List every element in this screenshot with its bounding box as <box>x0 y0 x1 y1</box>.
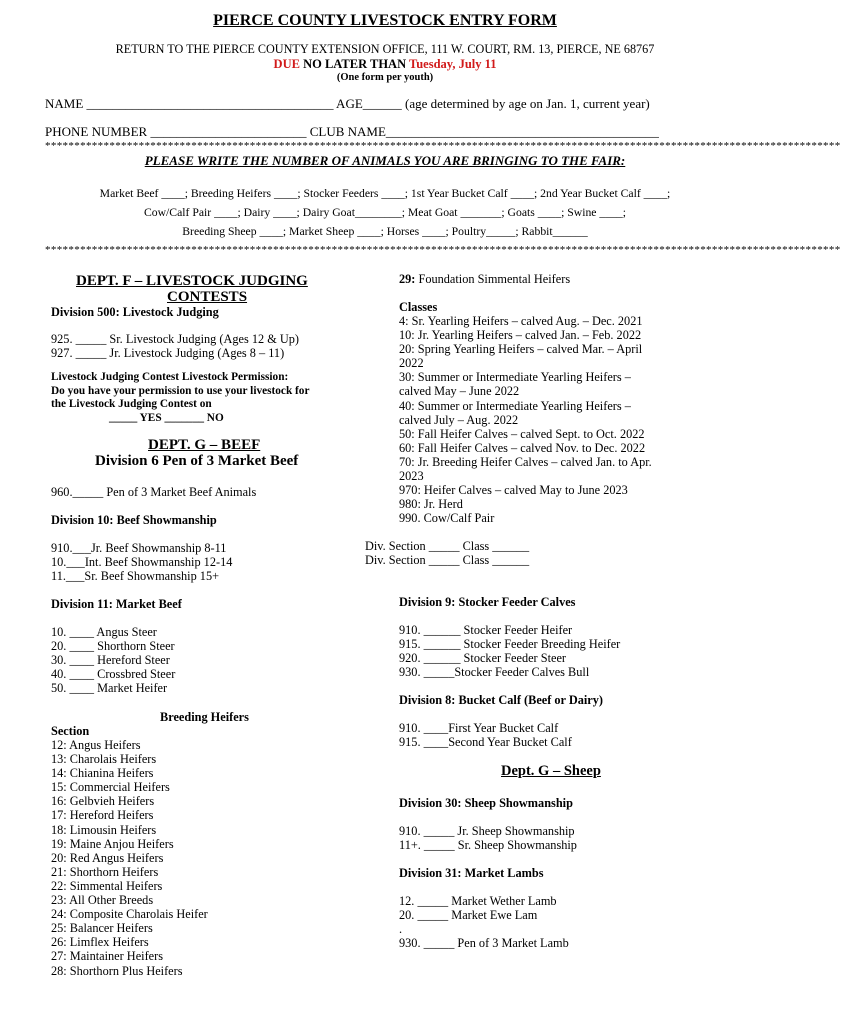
division-6-heading: Division 6 Pen of 3 Market Beef <box>95 453 299 469</box>
division-section-class-entry[interactable]: Div. Section _____ Class ______ <box>365 553 530 568</box>
division-500-heading: Division 500: Livestock Judging <box>51 305 219 319</box>
market-lamb-entry: . <box>399 922 403 937</box>
animal-count-line-1[interactable]: Market Beef ____; Breeding Heifers ____; Stocker Feeders ____; 1st Year Bucket Calf ____; 2nd Year Bucket Calf ____; <box>99 187 671 200</box>
pen-960-entry[interactable]: 960._____ Pen of 3 Market Beef Animals <box>51 485 257 499</box>
breeding-heifers-heading: Breeding Heifers <box>160 710 249 724</box>
dept-f-heading-line2: CONTESTS <box>167 289 248 305</box>
foundation-simmental-line <box>399 272 570 286</box>
breed-section-item: 27: Maintainer Heifers <box>51 949 163 964</box>
class-item: 20: Spring Yearling Heifers – calved Mar. – April <box>399 342 643 357</box>
section-29-label: Foundation Simmental Heifers <box>415 272 571 286</box>
breed-section-item: 14: Chianina Heifers <box>51 766 154 781</box>
breed-section-item: 18: Limousin Heifers <box>51 822 157 837</box>
breed-section-item: 21: Shorthorn Heifers <box>51 864 159 879</box>
showmanship-entry[interactable]: 10.___Int. Beef Showmanship 12-14 <box>51 555 233 570</box>
breed-section-item: 12: Angus Heifers <box>51 738 141 752</box>
permission-line: the Livestock Judging Contest on <box>51 398 212 410</box>
animal-count-line-2[interactable]: Cow/Calf Pair ____; Dairy ____; Dairy Goat________; Meat Goat _______; Goats ____; Swine ____; <box>143 206 627 219</box>
stocker-entry[interactable]: 920. ______ Stocker Feeder Steer <box>399 651 566 666</box>
breed-section-item: 17: Hereford Heifers <box>51 808 154 823</box>
breed-section-item: 26: Limflex Heifers <box>51 935 149 950</box>
section-29-number: 29: <box>399 272 416 286</box>
return-address: RETURN TO THE PIERCE COUNTY EXTENSION OFFICE, 111 W. COURT, RM. 13, PIERCE, NE 68767 <box>115 42 655 56</box>
star-divider-top: **************************************************************************************************************************************** <box>45 140 841 152</box>
division-31-heading: Division 31: Market Lambs <box>399 866 544 880</box>
bucket-calf-entries <box>399 721 572 749</box>
judging-entry-sr[interactable]: 925. _____ Sr. Livestock Judging (Ages 12 & Up) <box>51 332 299 346</box>
market-lamb-entry[interactable]: 20. _____ Market Ewe Lam <box>399 908 538 923</box>
class-item: 60: Fall Heifer Calves – calved Nov. to Dec. 2022 <box>399 440 646 455</box>
judging-entry-jr[interactable]: 927. _____ Jr. Livestock Judging (Ages 8 – 11) <box>51 346 285 361</box>
class-item: 4: Sr. Yearling Heifers – calved Aug. – Dec. 2021 <box>399 314 643 328</box>
dept-g-sheep-heading: Dept. G – Sheep <box>501 763 601 779</box>
permission-line: Livestock Judging Contest Livestock Permission: <box>51 371 289 383</box>
bucket-calf-entry[interactable]: 915. ____Second Year Bucket Calf <box>399 735 572 750</box>
section-label: Section <box>51 724 90 738</box>
class-item: 2022 <box>399 356 424 371</box>
market-lamb-entries <box>399 894 569 950</box>
one-form-note: (One form per youth) <box>336 72 434 83</box>
breed-section-item: 22: Simmental Heifers <box>51 878 163 893</box>
star-divider-bottom: **************************************************************************************************************************************** <box>45 244 841 256</box>
class-item: calved July – Aug. 2022 <box>399 412 519 427</box>
class-item: 970: Heifer Calves – calved May to June 2023 <box>399 483 628 498</box>
market-beef-entry[interactable]: 30. ____ Hereford Steer <box>51 653 170 668</box>
class-item: 2023 <box>399 469 424 484</box>
breed-section-item: 15: Commercial Heifers <box>51 780 170 795</box>
stocker-entry[interactable]: 930. _____Stocker Feeder Calves Bull <box>399 665 590 680</box>
market-lamb-entry[interactable]: 930. _____ Pen of 3 Market Lamb <box>399 936 569 951</box>
showmanship-entry[interactable]: 910.___Jr. Beef Showmanship 8-11 <box>51 541 227 555</box>
division-entry-lines <box>365 539 529 567</box>
stocker-entry[interactable]: 910. ______ Stocker Feeder Heifer <box>399 623 573 637</box>
breed-section-item: 19: Maine Anjou Heifers <box>51 836 174 851</box>
sheep-showmanship-entry[interactable]: 910. _____ Jr. Sheep Showmanship <box>399 824 575 838</box>
due-line <box>0 57 770 72</box>
dept-f-heading-line1: DEPT. F – LIVESTOCK JUDGING <box>76 273 308 289</box>
animal-count-line-3[interactable]: Breeding Sheep ____; Market Sheep ____; Horses ____; Poultry_____; Rabbit______ <box>182 225 588 238</box>
division-11-heading: Division 11: Market Beef <box>51 597 182 611</box>
bucket-calf-entry[interactable]: 910. ____First Year Bucket Calf <box>399 721 559 735</box>
stocker-entry[interactable]: 915. ______ Stocker Feeder Breeding Heifer <box>399 637 621 652</box>
due-date: Tuesday, July 11 <box>409 57 497 71</box>
judging-permission <box>51 371 309 425</box>
classes-list <box>399 314 652 525</box>
class-item: 50: Fall Heifer Calves – calved Sept. to Oct. 2022 <box>399 426 645 441</box>
class-item: 70: Jr. Breeding Heifer Calves – calved Jan. to Apr. <box>399 454 652 469</box>
class-item: calved May – June 2022 <box>399 384 520 399</box>
class-item: 990. Cow/Calf Pair <box>399 511 495 526</box>
breed-section-item: 23: All Other Breeds <box>51 893 154 908</box>
stocker-feeder-entries <box>399 623 620 679</box>
breed-section-item: 28: Shorthorn Plus Heifers <box>51 963 183 978</box>
breed-section-item: 16: Gelbvieh Heifers <box>51 794 155 809</box>
division-30-heading: Division 30: Sheep Showmanship <box>399 796 573 810</box>
breed-section-item: 13: Charolais Heifers <box>51 752 157 767</box>
market-beef-entries <box>51 625 175 695</box>
sheep-showmanship-entries <box>399 824 577 852</box>
class-item: 10: Jr. Yearling Heifers – calved Jan. – Feb. 2022 <box>399 328 642 343</box>
sheep-showmanship-entry[interactable]: 11+. _____ Sr. Sheep Showmanship <box>399 838 577 853</box>
class-item: 980: Jr. Herd <box>399 497 463 512</box>
division-10-heading: Division 10: Beef Showmanship <box>51 513 217 527</box>
division-8-heading: Division 8: Bucket Calf (Beef or Dairy) <box>399 693 604 707</box>
classes-heading: Classes <box>399 300 438 314</box>
due-middle: NO LATER THAN <box>299 57 410 71</box>
breed-section-item: 25: Balancer Heifers <box>51 921 153 936</box>
dept-g-beef-heading: DEPT. G – BEEF <box>148 437 261 453</box>
market-beef-entry[interactable]: 20. ____ Shorthorn Steer <box>51 639 175 654</box>
market-beef-entry[interactable]: 40. ____ Crossbred Steer <box>51 667 176 682</box>
breed-section-item: 24: Composite Charolais Heifer <box>51 907 208 922</box>
permission-yes-no[interactable]: _____ YES _______ NO <box>109 411 224 424</box>
permission-line: Do you have your permission to use your livestock for <box>51 384 310 397</box>
class-item: 40: Summer or Intermediate Yearling Heifers – <box>399 398 631 413</box>
breed-sections-list <box>51 738 208 978</box>
beef-showmanship-entries <box>51 541 232 583</box>
name-age-field[interactable]: NAME ______________________________________ AGE______ (age determined by age on Jan. 1, current year) <box>45 96 650 111</box>
animals-heading: PLEASE WRITE THE NUMBER OF ANIMALS YOU ARE BRINGING TO THE FAIR: <box>144 153 626 168</box>
class-item: 30: Summer or Intermediate Yearling Heifers – <box>399 370 631 385</box>
showmanship-entry[interactable]: 11.___Sr. Beef Showmanship 15+ <box>51 569 220 584</box>
judging-entries <box>51 332 299 360</box>
division-section-class-entry[interactable]: Div. Section _____ Class ______ <box>365 539 530 553</box>
form-title: PIERCE COUNTY LIVESTOCK ENTRY FORM <box>213 12 557 29</box>
market-lamb-entry[interactable]: 12. _____ Market Wether Lamb <box>399 894 557 908</box>
division-9-heading: Division 9: Stocker Feeder Calves <box>399 595 576 609</box>
market-beef-entry[interactable]: 50. ____ Market Heifer <box>51 681 168 696</box>
breed-section-item: 20: Red Angus Heifers <box>51 850 164 865</box>
market-beef-entry[interactable]: 10. ____ Angus Steer <box>51 625 157 639</box>
due-word: DUE <box>273 57 300 71</box>
phone-club-field[interactable]: PHONE NUMBER ________________________ CLUB NAME__________________________________________ <box>45 124 659 139</box>
